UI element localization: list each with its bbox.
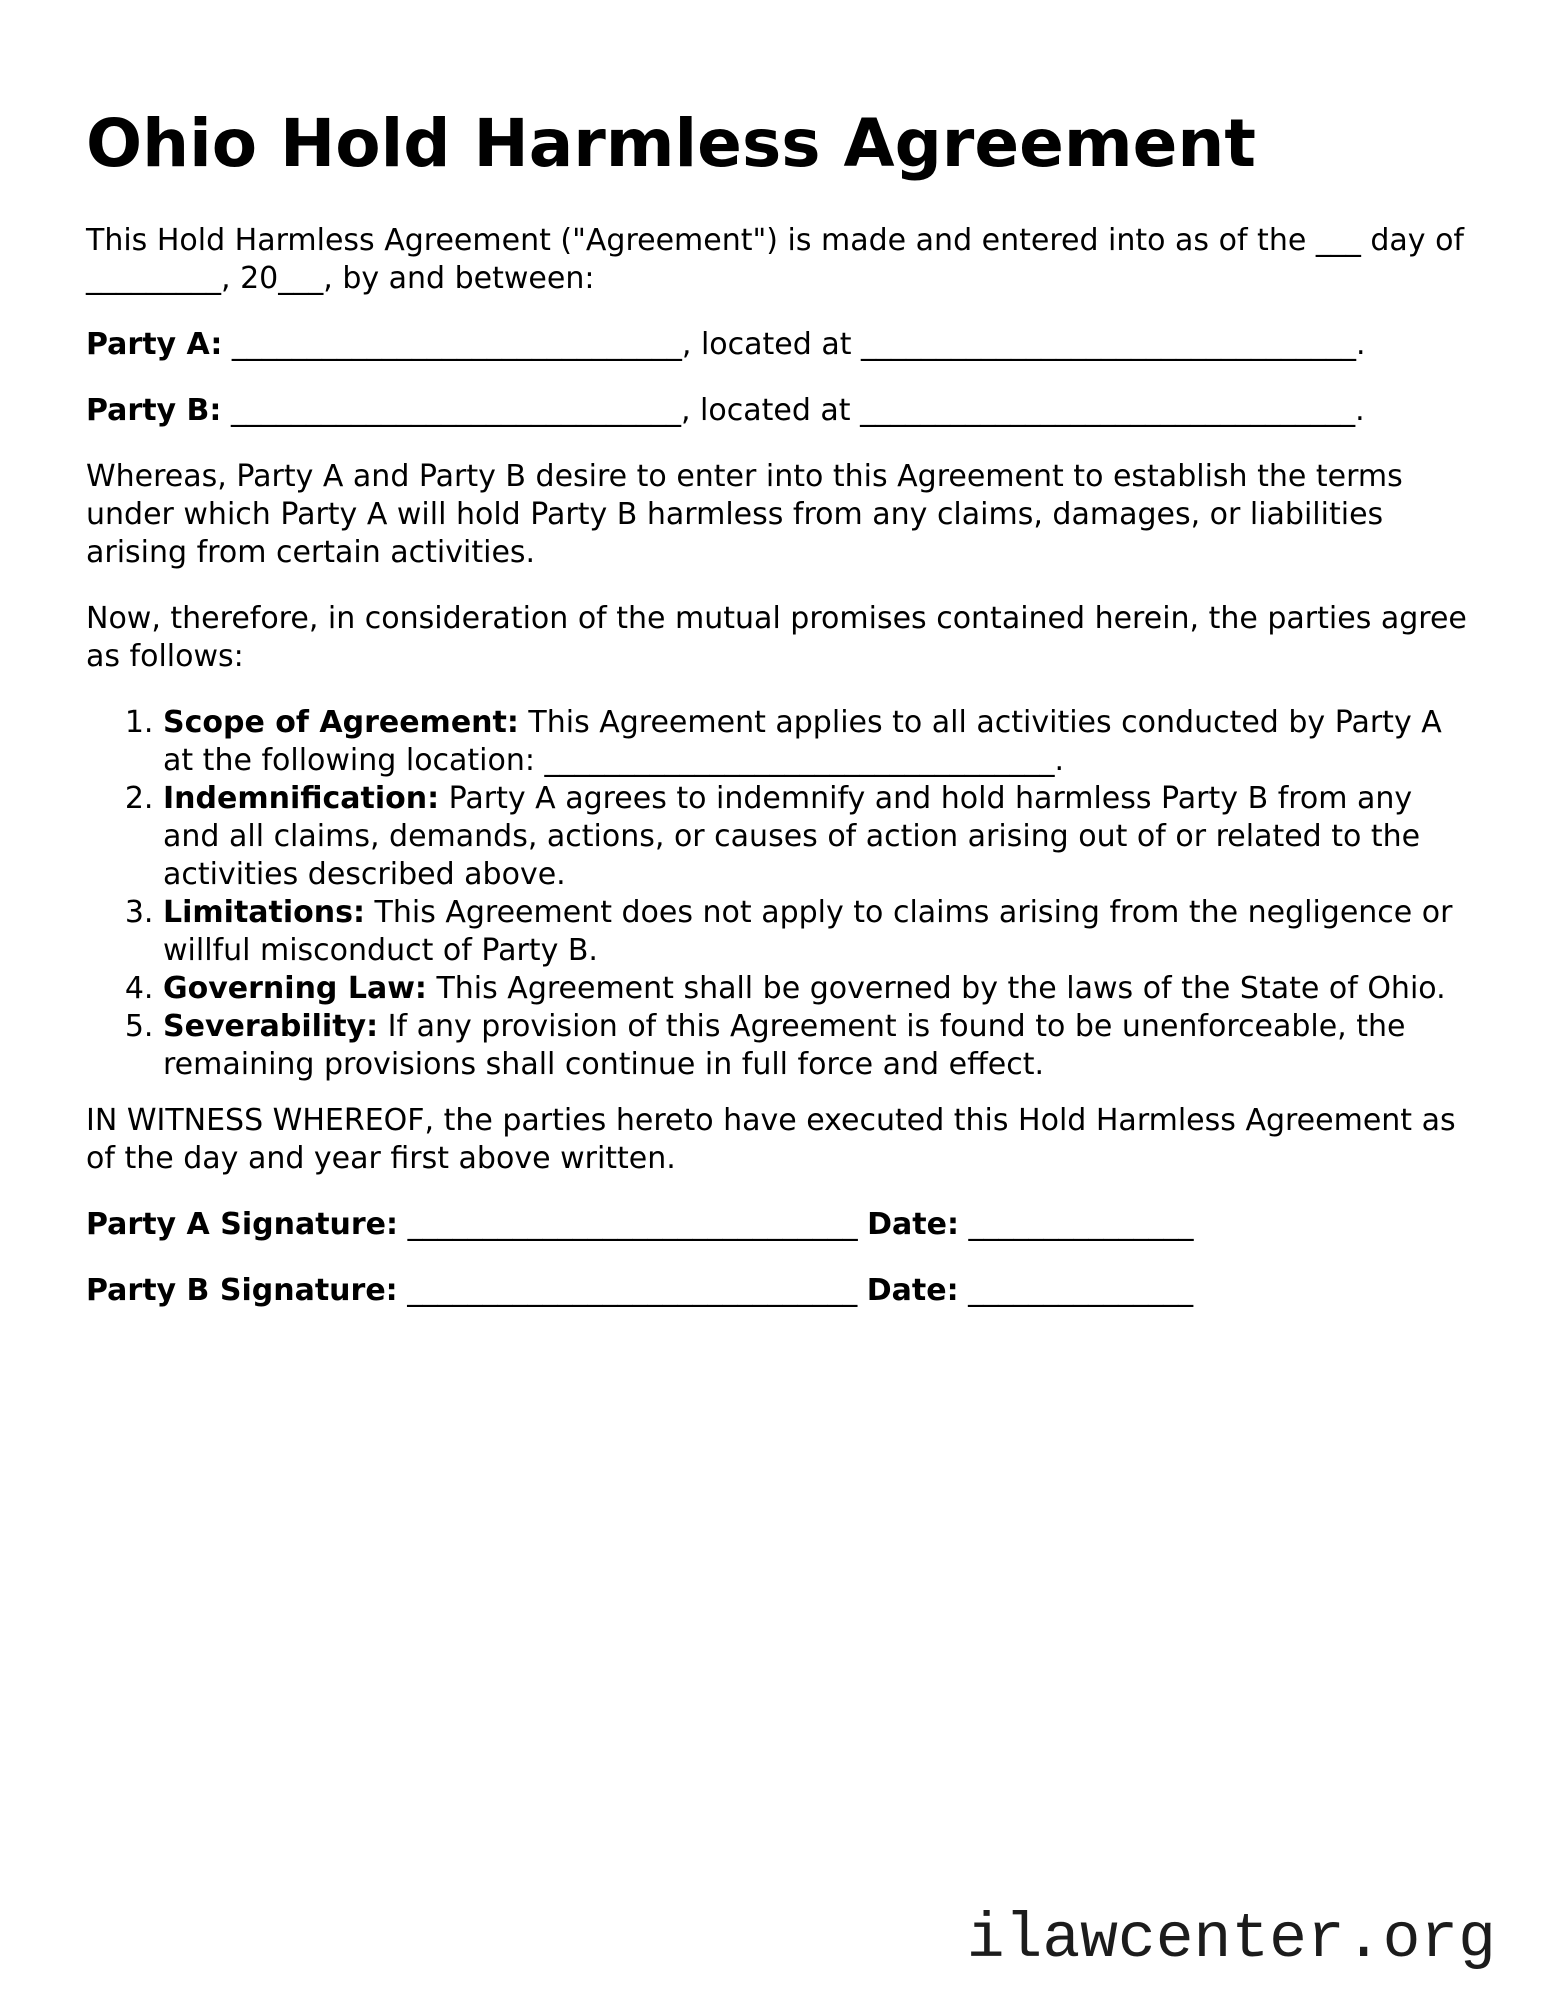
- party-a-line: [86, 326, 1470, 364]
- date-a-line: _______________: [958, 1207, 1194, 1242]
- clause-item-indemnification: [163, 780, 1470, 894]
- signature-row-party-a: [86, 1206, 1470, 1244]
- signature-a-label: Party A Signature:: [86, 1207, 399, 1242]
- clause-text: This Agreement shall be governed by the laws of the State of Ohio.: [426, 971, 1446, 1006]
- clauses-list: [86, 704, 1470, 1084]
- signature-b-line: ______________________________: [397, 1273, 867, 1308]
- party-a-label: Party A:: [86, 327, 223, 362]
- clause-text: This Agreement does not apply to claims arising from the negligence or willful misconduct of Party B.: [163, 895, 1453, 968]
- clause-label: Scope of Agreement:: [163, 705, 519, 740]
- clause-item-limitations: [163, 894, 1470, 970]
- clause-text: This Agreement applies to all activities conducted by Party A at the following location: __________________________________.: [163, 705, 1442, 778]
- signature-b-label: Party B Signature:: [86, 1273, 398, 1308]
- intro-paragraph: This Hold Harmless Agreement ("Agreement") is made and entered into as of the ___ day of _________, 20___, by and between:: [86, 223, 1464, 296]
- party-b-blanks: ______________________________, located at _________________________________.: [221, 393, 1365, 428]
- clause-label: Governing Law:: [163, 971, 427, 1006]
- whereas-paragraph: Whereas, Party A and Party B desire to enter into this Agreement to establish the terms under which Party A will hold Party B harmless from any claims, damages, or liabilities arising from certain activities.: [86, 459, 1403, 570]
- date-b-line: _______________: [958, 1273, 1194, 1308]
- clause-item-severability: [163, 1008, 1470, 1084]
- signature-row-party-b: [86, 1272, 1470, 1310]
- party-b-label: Party B:: [86, 393, 222, 428]
- witness-paragraph: IN WITNESS WHEREOF, the parties hereto have executed this Hold Harmless Agreement as of the day and year first above written.: [86, 1103, 1456, 1176]
- clause-text: Party A agrees to indemnify and hold harmless Party B from any and all claims, demands, actions, or causes of action arising out of or related to the activities described above.: [163, 781, 1421, 892]
- document-title: Ohio Hold Harmless Agreement: [86, 105, 1256, 182]
- clause-label: Indemnification:: [163, 781, 440, 816]
- party-a-blanks: ______________________________, located at _________________________________.: [222, 327, 1366, 362]
- consideration-paragraph: Now, therefore, in consideration of the mutual promises contained herein, the parties agree as follows:: [86, 601, 1467, 674]
- clause-text: If any provision of this Agreement is found to be unenforceable, the remaining provisions shall continue in full force and effect.: [163, 1009, 1406, 1082]
- clause-item-scope: [163, 704, 1470, 780]
- site-watermark: ilawcenter.org: [966, 1904, 1496, 1975]
- date-a-label: Date:: [867, 1207, 959, 1242]
- clause-item-governing-law: [163, 970, 1470, 1008]
- clause-label: Severability:: [163, 1009, 379, 1044]
- date-b-label: Date:: [866, 1273, 959, 1308]
- party-b-line: [86, 392, 1470, 430]
- clause-label: Limitations:: [163, 895, 365, 930]
- signature-a-line: ______________________________: [398, 1207, 868, 1242]
